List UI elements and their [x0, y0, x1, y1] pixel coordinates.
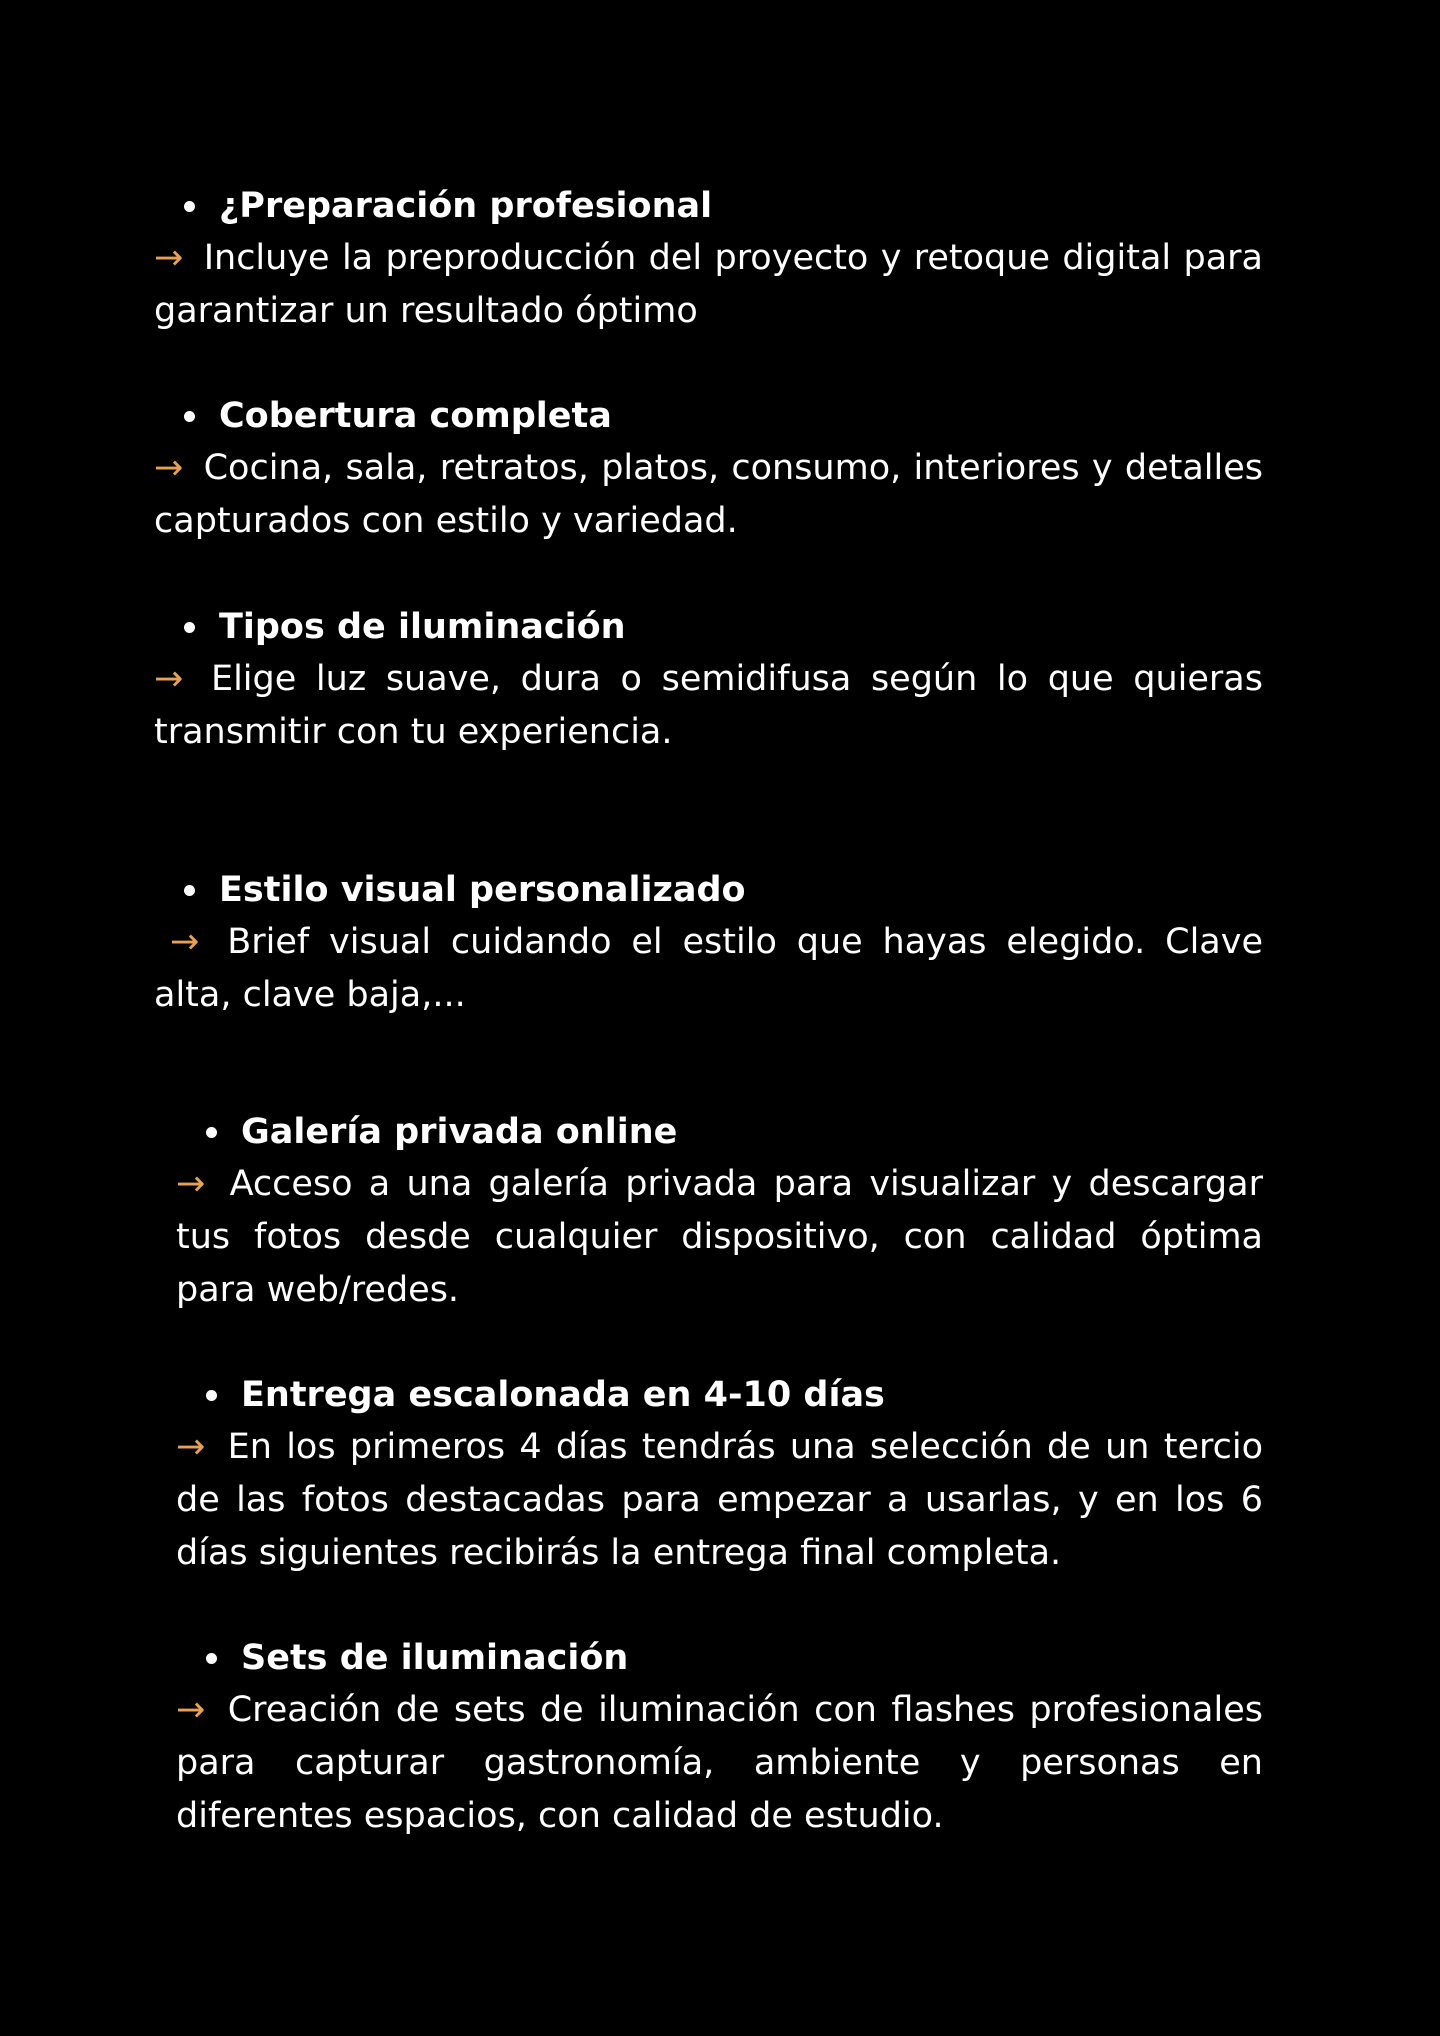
feature-title	[176, 1106, 1263, 1158]
arrow-right-icon: →	[154, 238, 184, 278]
feature-description-text: Creación de sets de iluminación con flashes profesionales para capturar gastronomía, ambiente y personas en diferentes espacios, con calidad de estudio.	[176, 1690, 1263, 1836]
feature-title	[154, 864, 1263, 916]
feature-item-sets	[176, 1632, 1263, 1843]
feature-title-text: Estilo visual personalizado	[219, 870, 746, 910]
feature-title-text: ¿Preparación profesional	[219, 186, 713, 226]
feature-title	[154, 390, 1263, 442]
feature-item-entrega	[176, 1369, 1263, 1580]
feature-description-text: En los primeros 4 días tendrás una selección de un tercio de las fotos destacadas para empezar a usarlas, y en los 6 días siguientes recibirás la entrega final completa.	[176, 1427, 1263, 1573]
feature-description	[154, 232, 1263, 338]
arrow-right-icon: →	[154, 448, 184, 488]
feature-title	[154, 601, 1263, 653]
bullet-icon	[206, 1127, 217, 1138]
feature-description	[176, 1421, 1263, 1580]
feature-title-text: Cobertura completa	[219, 396, 612, 436]
arrow-right-icon: →	[154, 659, 184, 699]
feature-description	[154, 653, 1263, 759]
feature-item-cobertura	[154, 390, 1263, 548]
bullet-icon	[184, 622, 195, 633]
feature-title-text: Tipos de iluminación	[219, 607, 626, 647]
feature-item-estilo-visual	[154, 864, 1263, 1022]
feature-title-text: Galería privada online	[241, 1112, 678, 1152]
feature-title-text: Sets de iluminación	[241, 1638, 629, 1678]
arrow-right-icon: →	[176, 1427, 206, 1467]
feature-description-text: Cocina, sala, retratos, platos, consumo, interiores y detalles capturados con estilo y variedad.	[154, 448, 1263, 541]
feature-item-iluminacion	[154, 601, 1263, 759]
feature-description-text: Elige luz suave, dura o semidifusa según lo que quieras transmitir con tu experiencia.	[154, 659, 1263, 752]
feature-description	[176, 1684, 1263, 1843]
bullet-icon	[184, 201, 195, 212]
feature-description-text: Incluye la preproducción del proyecto y retoque digital para garantizar un resultado óptimo	[154, 238, 1263, 331]
feature-title	[154, 180, 1263, 232]
bullet-icon	[184, 411, 195, 422]
bullet-icon	[206, 1390, 217, 1401]
arrow-right-icon: →	[170, 922, 200, 962]
feature-item-galeria	[176, 1106, 1263, 1317]
feature-description	[154, 442, 1263, 548]
feature-title-text: Entrega escalonada en 4-10 días	[241, 1375, 885, 1415]
bullet-icon	[184, 885, 195, 896]
feature-title	[176, 1369, 1263, 1421]
feature-item-preparacion	[154, 180, 1263, 338]
feature-description	[176, 1158, 1263, 1317]
arrow-right-icon: →	[176, 1690, 206, 1730]
feature-description-text: Brief visual cuidando el estilo que hayas elegido. Clave alta, clave baja,...	[154, 922, 1263, 1015]
feature-description	[154, 916, 1263, 1022]
arrow-right-icon: →	[176, 1164, 206, 1204]
feature-description-text: Acceso a una galería privada para visualizar y descargar tus fotos desde cualquier dispositivo, con calidad óptima para web/redes.	[176, 1164, 1263, 1310]
feature-title	[176, 1632, 1263, 1684]
bullet-icon	[206, 1653, 217, 1664]
